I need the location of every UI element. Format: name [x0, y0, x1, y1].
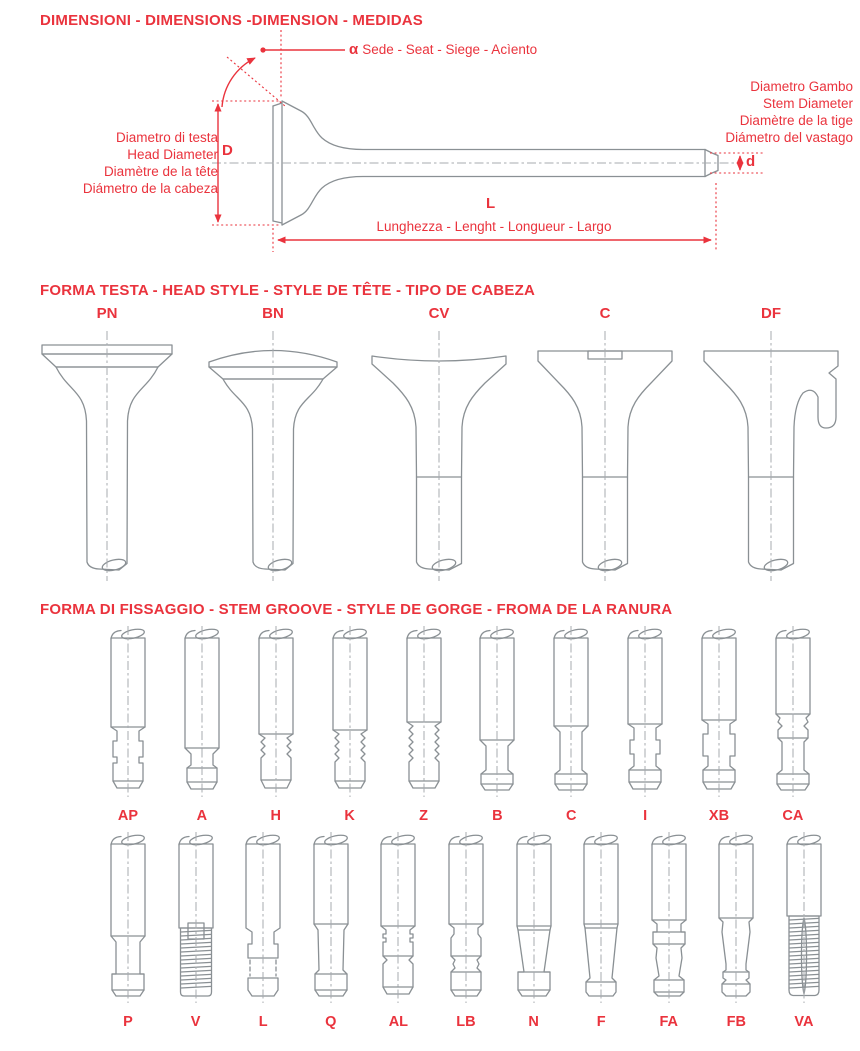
stem-label: AP	[117, 808, 139, 824]
stem-drawing-va	[776, 830, 832, 1005]
stem-figure-l	[235, 830, 291, 1030]
stem-drawing-al	[370, 830, 426, 1005]
stem-figure-k	[322, 624, 378, 824]
head-figure-cv	[360, 305, 518, 585]
stem-figure-f	[573, 830, 629, 1030]
head-drawing-bn	[198, 325, 348, 585]
stem-figure-al	[370, 830, 426, 1030]
stem-diameter-symbol: d	[746, 153, 756, 170]
head-figure-bn	[194, 305, 352, 585]
stem-groove-section	[0, 601, 860, 1030]
stem-label: FB	[726, 1014, 747, 1030]
head-style-title: FORMA TESTA - HEAD STYLE - STYLE DE TÊTE - TIPO DE CABEZA	[40, 282, 536, 299]
stem-label: A	[196, 808, 208, 824]
stem-label: C	[566, 808, 577, 824]
head-drawing-df	[696, 325, 846, 585]
stem-label: XB	[708, 808, 730, 824]
stem-label: K	[344, 808, 355, 824]
stem-drawing-ap	[100, 624, 156, 799]
head-figure-c	[526, 305, 684, 585]
stem-drawing-c	[543, 624, 599, 799]
stem-drawing-k	[322, 624, 378, 799]
stem-drawing-v	[168, 830, 224, 1005]
stem-figure-c	[543, 624, 599, 824]
stem-drawing-z	[396, 624, 452, 799]
head-figure-pn	[28, 305, 186, 585]
stem-figure-fa	[641, 830, 697, 1030]
seat-angle-label: α Sede - Seat - Siege - Acìento	[349, 41, 538, 58]
stem-groove-row-2	[0, 830, 860, 1030]
stem-figure-q	[303, 830, 359, 1030]
stem-drawing-f	[573, 830, 629, 1005]
head-figure-df	[692, 305, 850, 585]
stem-label: H	[270, 808, 281, 824]
stem-label: P	[123, 1014, 133, 1030]
stem-drawing-lb	[438, 830, 494, 1005]
head-drawing-c	[530, 325, 680, 585]
stem-label: V	[190, 1014, 201, 1030]
head-style-row	[0, 305, 860, 585]
stem-figure-i	[617, 624, 673, 824]
stem-drawing-i	[617, 624, 673, 799]
alpha-symbol: α	[349, 41, 359, 58]
dimensions-title: DIMENSIONI - DIMENSIONS -DIMENSION - MEDIDAS	[40, 12, 423, 29]
stem-figure-p	[100, 830, 156, 1030]
head-label: C	[599, 305, 611, 322]
stem-label: L	[258, 1014, 268, 1030]
stem-label: CA	[782, 808, 804, 824]
angle-arc-arrow	[222, 58, 255, 107]
stem-drawing-h	[248, 624, 304, 799]
head-label: PN	[96, 305, 118, 322]
length-label: Lunghezza - Lenght - Longueur - Largo	[376, 219, 612, 234]
stem-label: F	[596, 1014, 606, 1030]
stem-label: I	[643, 808, 648, 824]
stem-label: LB	[456, 1014, 476, 1030]
stem-figure-n	[506, 830, 562, 1030]
dimension-arrows	[218, 47, 740, 240]
stem-figure-ca	[765, 624, 821, 824]
head-drawing-pn	[32, 325, 182, 585]
stem-figure-xb	[691, 624, 747, 824]
stem-drawing-fb	[708, 830, 764, 1005]
head-drawing-cv	[364, 325, 514, 585]
stem-drawing-p	[100, 830, 156, 1005]
stem-groove-title: FORMA DI FISSAGGIO - STEM GROOVE - STYLE DE GORGE - FROMA DE LA RANURA	[40, 601, 673, 618]
stem-figure-z	[396, 624, 452, 824]
stem-drawing-q	[303, 830, 359, 1005]
dimensions-section	[0, 0, 860, 272]
head-diameter-symbol: D	[222, 142, 233, 159]
stem-drawing-l	[235, 830, 291, 1005]
length-symbol: L	[486, 195, 496, 212]
stem-figure-a	[174, 624, 230, 824]
stem-label: AL	[388, 1014, 409, 1030]
stem-drawing-a	[174, 624, 230, 799]
stem-label: N	[528, 1014, 539, 1030]
head-label: CV	[428, 305, 450, 322]
head-diameter-label-block: Diametro di testa Head Diameter Diamètre de la tête Diámetro de la cabeza	[82, 130, 218, 196]
stem-label: Z	[419, 808, 428, 824]
stem-groove-row-1	[0, 624, 860, 824]
stem-figure-v	[168, 830, 224, 1030]
stem-figure-va	[776, 830, 832, 1030]
stem-figure-h	[248, 624, 304, 824]
stem-figure-ap	[100, 624, 156, 824]
head-label: BN	[262, 305, 284, 322]
stem-label: FA	[659, 1014, 679, 1030]
stem-label: B	[492, 808, 503, 824]
stem-figure-fb	[708, 830, 764, 1030]
stem-label: VA	[794, 1014, 814, 1030]
stem-drawing-n	[506, 830, 562, 1005]
stem-drawing-b	[469, 624, 525, 799]
head-label: DF	[761, 305, 781, 322]
stem-drawing-xb	[691, 624, 747, 799]
stem-label: Q	[325, 1014, 337, 1030]
stem-figure-lb	[438, 830, 494, 1030]
stem-diameter-label-block: Diametro Gambo Stem Diameter Diamètre de la tige Diámetro del vastago	[725, 79, 853, 145]
stem-figure-b	[469, 624, 525, 824]
stem-drawing-fa	[641, 830, 697, 1005]
stem-drawing-ca	[765, 624, 821, 799]
head-style-section	[0, 282, 860, 585]
